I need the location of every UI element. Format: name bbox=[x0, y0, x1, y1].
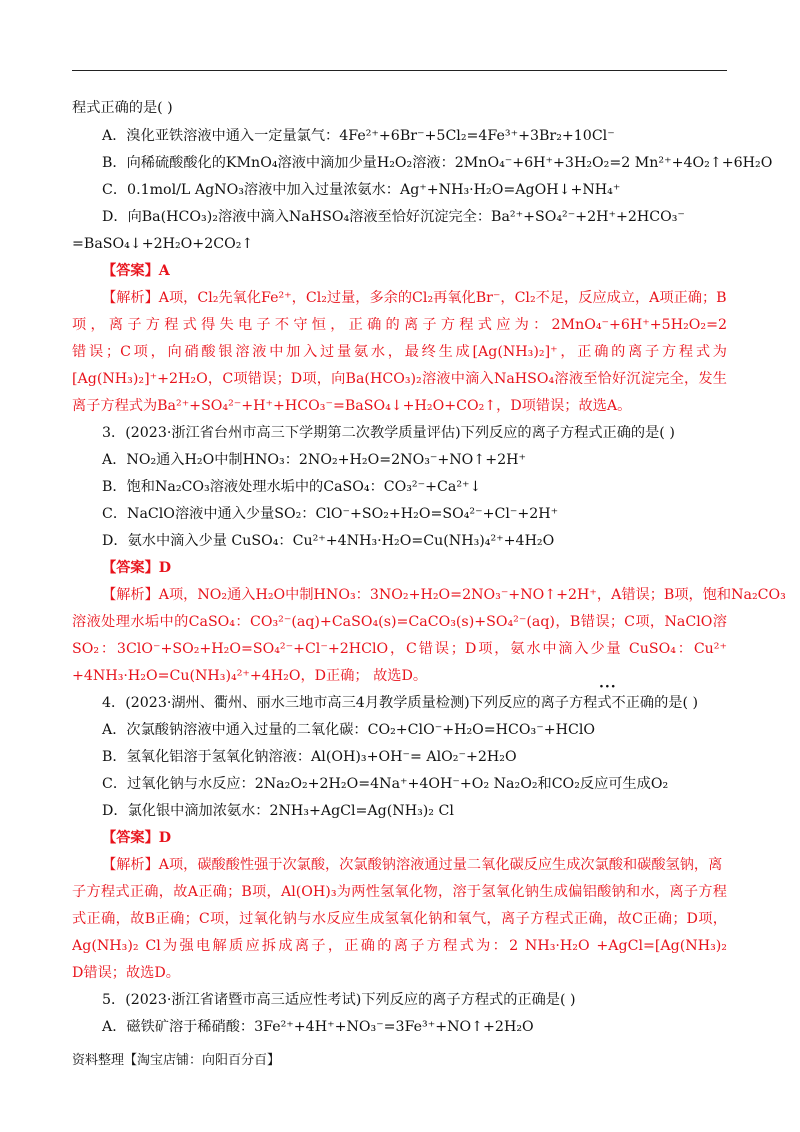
question-4-stem: 4．(2023·湖州、衢州、丽水三地市高三4月教学质量检测)下列反应的离子方程式不正确的是( ) bbox=[102, 695, 699, 711]
analysis-line: 离子方程式为Ba²⁺+SO₄²⁻+H⁺+HCO₃⁻=BaSO₄↓+H₂O+CO₂↑，D项错误；故选A。 bbox=[72, 398, 632, 414]
option-a: A．次氯酸钠溶液中通入过量的二氧化碳：CO₂+ClO⁻+H₂O=HCO₃⁻+HClO bbox=[102, 722, 595, 738]
answer-label: 【答案】D bbox=[102, 560, 172, 576]
analysis-line: 子方程式正确，故A正确；B项，Al(OH)₃为两性氢氧化物，溶于氢氧化钠生成偏铝酸钠和水，离子方程 bbox=[72, 884, 727, 900]
analysis-line: 溶液处理水垢中的CaSO₄：CO₃²⁻(aq)+CaSO₄(s)=CaCO₃(s)+SO₄²⁻(aq)，B错误；C项，NaClO溶 bbox=[72, 614, 727, 630]
question-5-stem: 5．(2023·浙江省诸暨市高三适应性考试)下列反应的离子方程式的正确是( ) bbox=[102, 992, 576, 1008]
analysis-line: SO₂：3ClO⁻+SO₂+H₂O=SO₄²⁻+Cl⁻+2HClO，C错误；D项，氨水中滴入少量 CuSO₄：Cu²⁺ bbox=[72, 641, 727, 657]
analysis-line: 【解析】A项，NO₂通入H₂O中制HNO₃：3NO₂+H₂O=2NO₃⁻+NO↑+2H⁺，A错误；B项，饱和Na₂CO₃ bbox=[102, 587, 786, 603]
option-b: B．氢氧化铝溶于氢氧化钠溶液：Al(OH)₃+OH⁻= AlO₂⁻+2H₂O bbox=[102, 749, 517, 765]
option-b: B．饱和Na₂CO₃溶液处理水垢中的CaSO₄：CO₃²⁻+Ca²⁺↓ bbox=[102, 479, 482, 495]
question-stem-tail: 程式正确的是( ) bbox=[72, 100, 173, 116]
header-rule bbox=[72, 70, 727, 71]
analysis-line: 项，离子方程式得失电子不守恒，正确的离子方程式应为：2MnO₄⁻+6H⁺+5H₂O₂=2 bbox=[72, 317, 727, 333]
answer-label: 【答案】A bbox=[102, 263, 170, 279]
analysis-line: 【解析】A项，碳酸酸性强于次氯酸，次氯酸钠溶液通过量二氧化碳反应生成次氯酸和碳酸氢钠，离 bbox=[102, 857, 723, 873]
analysis-line: 式正确，故B正确；C项，过氧化钠与水反应生成氢氧化钠和氧气，离子方程式正确，故C正确；D项， bbox=[72, 911, 727, 927]
analysis-line: [Ag(NH₃)₂]⁺+2H₂O，C项错误；D项，向Ba(HCO₃)₂溶液中滴入NaHSO₄溶液至恰好沉淀完全，发生 bbox=[72, 371, 727, 387]
option-d: D．氯化银中滴加浓氨水：2NH₃+AgCl=Ag(NH₃)₂ Cl bbox=[102, 803, 454, 819]
option-c: C．0.1mol/L AgNO₃溶液中加入过量浓氨水：Ag⁺+NH₃·H₂O=AgOH↓+NH₄⁺ bbox=[102, 182, 621, 198]
answer-label: 【答案】D bbox=[102, 830, 172, 846]
option-c: C．NaClO溶液中通入少量SO₂：ClO⁻+SO₂+H₂O=SO₄²⁻+Cl⁻+2H⁺ bbox=[102, 506, 559, 522]
option-a: A．NO₂通入H₂O中制HNO₃：2NO₂+H₂O=2NO₃⁻+NO↑+2H⁺ bbox=[102, 452, 526, 468]
option-b: B．向稀硫酸酸化的KMnO₄溶液中滴加少量H₂O₂溶液：2MnO₄⁻+6H⁺+3H₂O₂=2 Mn²⁺+4O₂↑+6H₂O bbox=[102, 155, 773, 171]
analysis-line: +4NH₃·H₂O=Cu(NH₃)₄²⁺+4H₂O，D正确； 故选D。 bbox=[72, 668, 428, 684]
option-d-cont: =BaSO₄↓+2H₂O+2CO₂↑ bbox=[72, 236, 254, 252]
analysis-line: 【解析】A项，Cl₂先氧化Fe²⁺，Cl₂过量，多余的Cl₂再氧化Br⁻，Cl₂不足，反应成立，A项正确；B bbox=[102, 290, 727, 306]
analysis-line: 错误；C项，向硝酸银溶液中加入过量氨水，最终生成[Ag(NH₃)₂]⁺，正确的离子方程式为 bbox=[72, 344, 727, 360]
option-d: D．氨水中滴入少量 CuSO₄：Cu²⁺+4NH₃·H₂O=Cu(NH₃)₄²⁺+4H₂O bbox=[102, 533, 555, 549]
option-a: A．磁铁矿溶于稀硝酸：3Fe²⁺+4H⁺+NO₃⁻=3Fe³⁺+NO↑+2H₂O bbox=[102, 1019, 534, 1035]
option-c: C．过氧化钠与水反应：2Na₂O₂+2H₂O=4Na⁺+4OH⁻+O₂ Na₂O₂和CO₂反应可生成O₂ bbox=[102, 776, 669, 792]
emphasis-dots: ··· bbox=[599, 679, 617, 695]
footer-source: 资料整理【淘宝店铺：向阳百分百】 bbox=[72, 1053, 281, 1068]
option-a: A．溴化亚铁溶液中通入一定量氯气：4Fe²⁺+6Br⁻+5Cl₂=4Fe³⁺+3Br₂+10Cl⁻ bbox=[102, 128, 615, 144]
analysis-line: Ag(NH₃)₂ Cl为强电解质应拆成离子，正确的离子方程式为：2 NH₃·H₂O +AgCl=[Ag(NH₃)₂ bbox=[72, 938, 727, 954]
question-3-stem: 3．(2023·浙江省台州市高三下学期第二次教学质量评估)下列反应的离子方程式正确的是( ) bbox=[102, 425, 675, 441]
option-d: D．向Ba(HCO₃)₂溶液中滴入NaHSO₄溶液至恰好沉淀完全：Ba²⁺+SO₄²⁻+2H⁺+2HCO₃⁻ bbox=[102, 209, 685, 225]
analysis-line: D错误；故选D。 bbox=[72, 965, 180, 981]
